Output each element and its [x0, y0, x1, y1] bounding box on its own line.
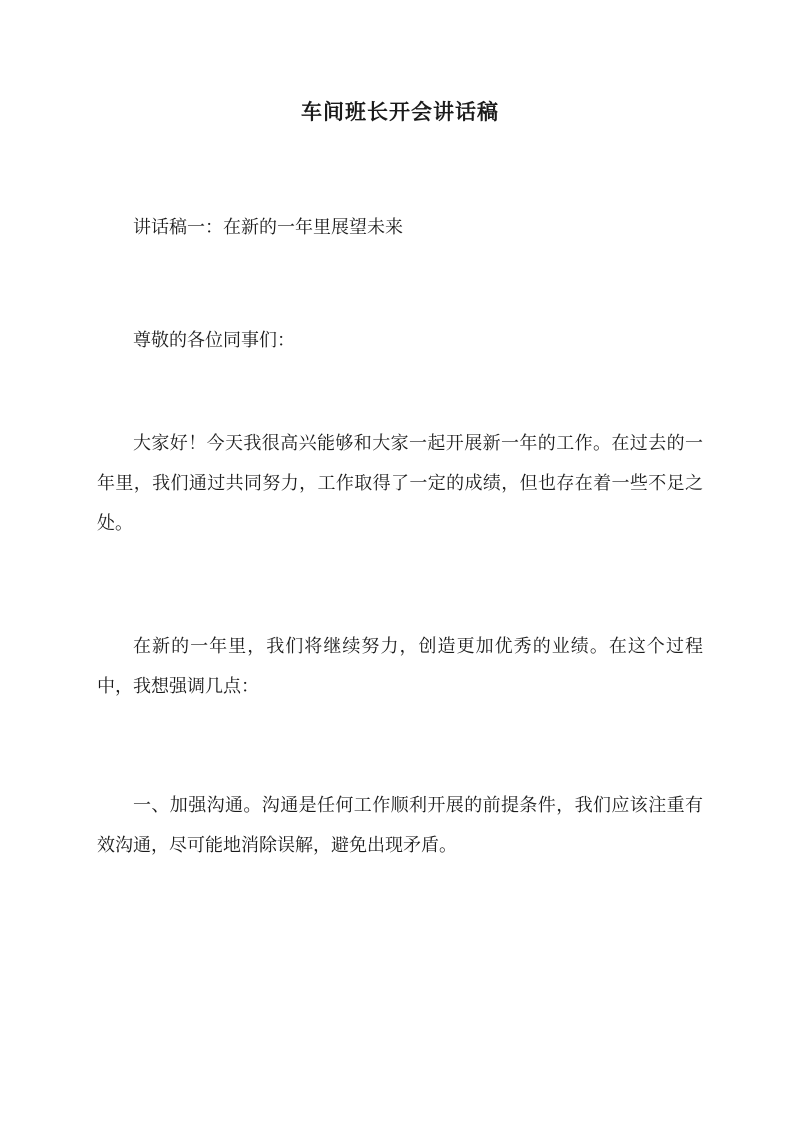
document-title: 车间班长开会讲话稿	[301, 99, 499, 124]
body-paragraph-point-one: 一、加强沟通。沟通是任何工作顺利开展的前提条件，我们应该注重有效沟通，尽可能地消除误解，避免出现矛盾。	[97, 795, 703, 856]
salutation: 尊敬的各位同事们：	[133, 330, 295, 351]
body-paragraph-greeting: 大家好！今天我很高兴能够和大家一起开展新一年的工作。在过去的一年里，我们通过共同努力，工作取得了一定的成绩，但也存在着一些不足之处。	[97, 433, 703, 534]
speech-subtitle: 讲话稿一：在新的一年里展望未来	[133, 217, 403, 238]
body-paragraph-outlook: 在新的一年里，我们将继续努力，创造更加优秀的业绩。在这个过程中，我想强调几点：	[97, 636, 703, 697]
